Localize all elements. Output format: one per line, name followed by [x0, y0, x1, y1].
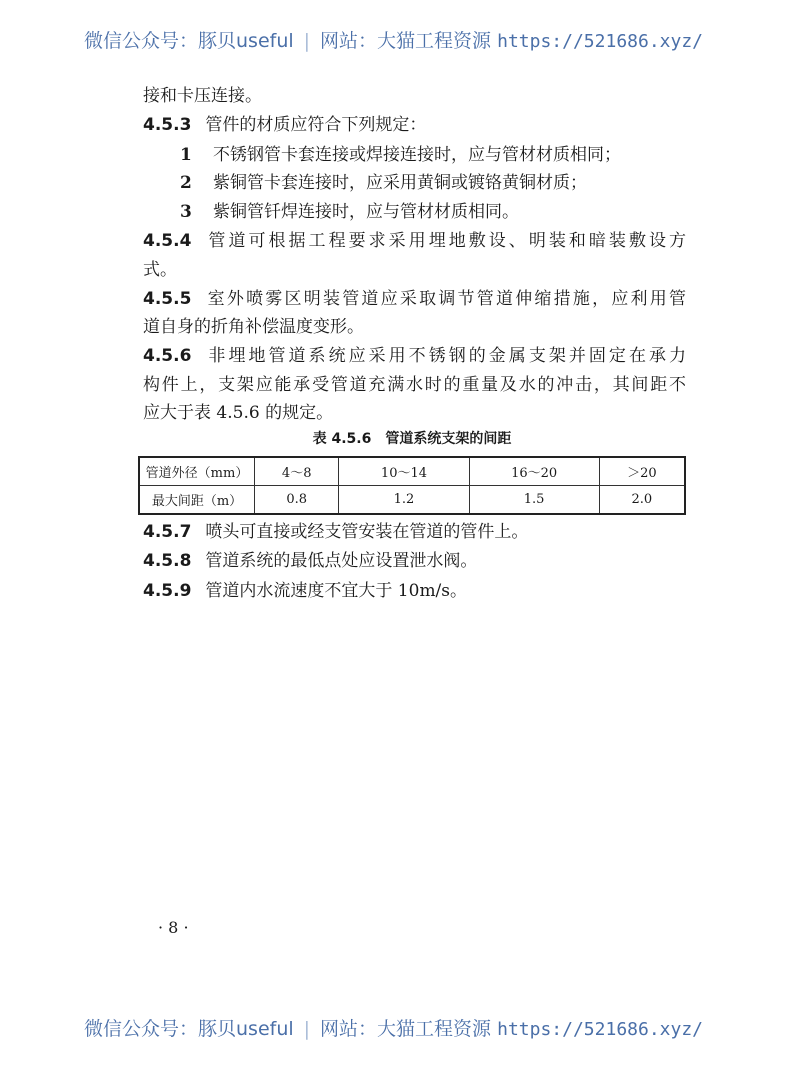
watermark-separator: |: [303, 30, 311, 52]
clause-text: 管道系统的最低点处应设置泄水阀。: [205, 551, 478, 571]
table-row: [139, 457, 685, 486]
table-cell: 4～8: [255, 457, 339, 486]
watermark-site: 网站：大猫工程资源: [320, 1018, 492, 1040]
clause-number: 4.5.7: [143, 522, 192, 542]
item-text: 不锈钢管卡套连接或焊接连接时，应与管材材质相同；: [213, 145, 621, 165]
watermark-site: 网站：大猫工程资源: [320, 30, 492, 52]
table-cell: ＞20: [599, 457, 685, 486]
clause-4-5-6: [143, 345, 686, 367]
table-cell: 1.5: [469, 486, 599, 515]
watermark-separator: |: [303, 1018, 311, 1040]
clause-text: 室外喷雾区明装管道应采取调节管道伸缩措施，应利用管: [205, 289, 686, 309]
table-cell: 16～20: [469, 457, 599, 486]
item-number: 3: [180, 202, 192, 222]
clause-4-5-9: [143, 580, 686, 602]
list-item: [180, 201, 723, 223]
clause-number: 4.5.6: [143, 346, 192, 366]
watermark-wechat: 微信公众号：豚贝useful: [84, 30, 294, 52]
page-number: · 8 ·: [158, 918, 189, 937]
clause-text: 非埋地管道系统应采用不锈钢的金属支架并固定在承力: [205, 346, 686, 366]
table-cell: 2.0: [599, 486, 685, 515]
clause-number: 4.5.4: [143, 231, 192, 251]
clause-text: 喷头可直接或经支管安装在管道的管件上。: [205, 522, 529, 542]
table-header-cell: 管道外径（mm）: [139, 457, 255, 486]
text-line: 构件上，支架应能承受管道充满水时的重量及水的冲击，其间距不: [143, 375, 686, 395]
item-text: 紫铜管钎焊连接时，应与管材材质相同。: [213, 202, 519, 222]
table-cell: 0.8: [255, 486, 339, 515]
list-item: [180, 172, 723, 194]
watermark-url: https://521686.xyz/: [497, 1019, 704, 1040]
table-header-cell: 最大间距（m）: [139, 486, 255, 515]
clause-4-5-3: [143, 114, 686, 136]
table-cell: 10～14: [339, 457, 469, 486]
clause-text: 管件的材质应符合下列规定：: [205, 115, 427, 135]
clause-number: 4.5.9: [143, 581, 192, 601]
table-row: [139, 486, 685, 515]
item-number: 1: [180, 145, 192, 165]
spacing-table: [138, 456, 686, 515]
item-number: 2: [180, 173, 192, 193]
text-line: 应大于表 4.5.6 的规定。: [143, 403, 334, 423]
watermark-top: [84, 26, 734, 53]
clause-number: 4.5.3: [143, 115, 192, 135]
text-line: 式。: [143, 260, 177, 280]
clause-number: 4.5.5: [143, 289, 192, 309]
watermark-url: https://521686.xyz/: [497, 31, 704, 52]
clause-text: 管道内水流速度不宜大于 10m/s。: [205, 581, 468, 601]
text-line: 接和卡压连接。: [143, 86, 262, 106]
watermark-bottom: [84, 1014, 734, 1041]
item-text: 紫铜管卡套连接时，应采用黄铜或镀铬黄铜材质；: [213, 173, 587, 193]
clause-4-5-8: [143, 550, 686, 572]
table-cell: 1.2: [339, 486, 469, 515]
list-item: [180, 144, 723, 166]
clause-number: 4.5.8: [143, 551, 192, 571]
clause-text: 管道可根据工程要求采用埋地敷设、明装和暗装敷设方: [205, 231, 686, 251]
table-caption: 表 4.5.6 管道系统支架的间距: [312, 431, 512, 447]
clause-4-5-5: [143, 288, 686, 310]
text-line: 道自身的折角补偿温度变形。: [143, 317, 364, 337]
clause-4-5-4: [143, 230, 686, 252]
watermark-wechat: 微信公众号：豚贝useful: [84, 1018, 294, 1040]
clause-4-5-7: [143, 521, 686, 543]
